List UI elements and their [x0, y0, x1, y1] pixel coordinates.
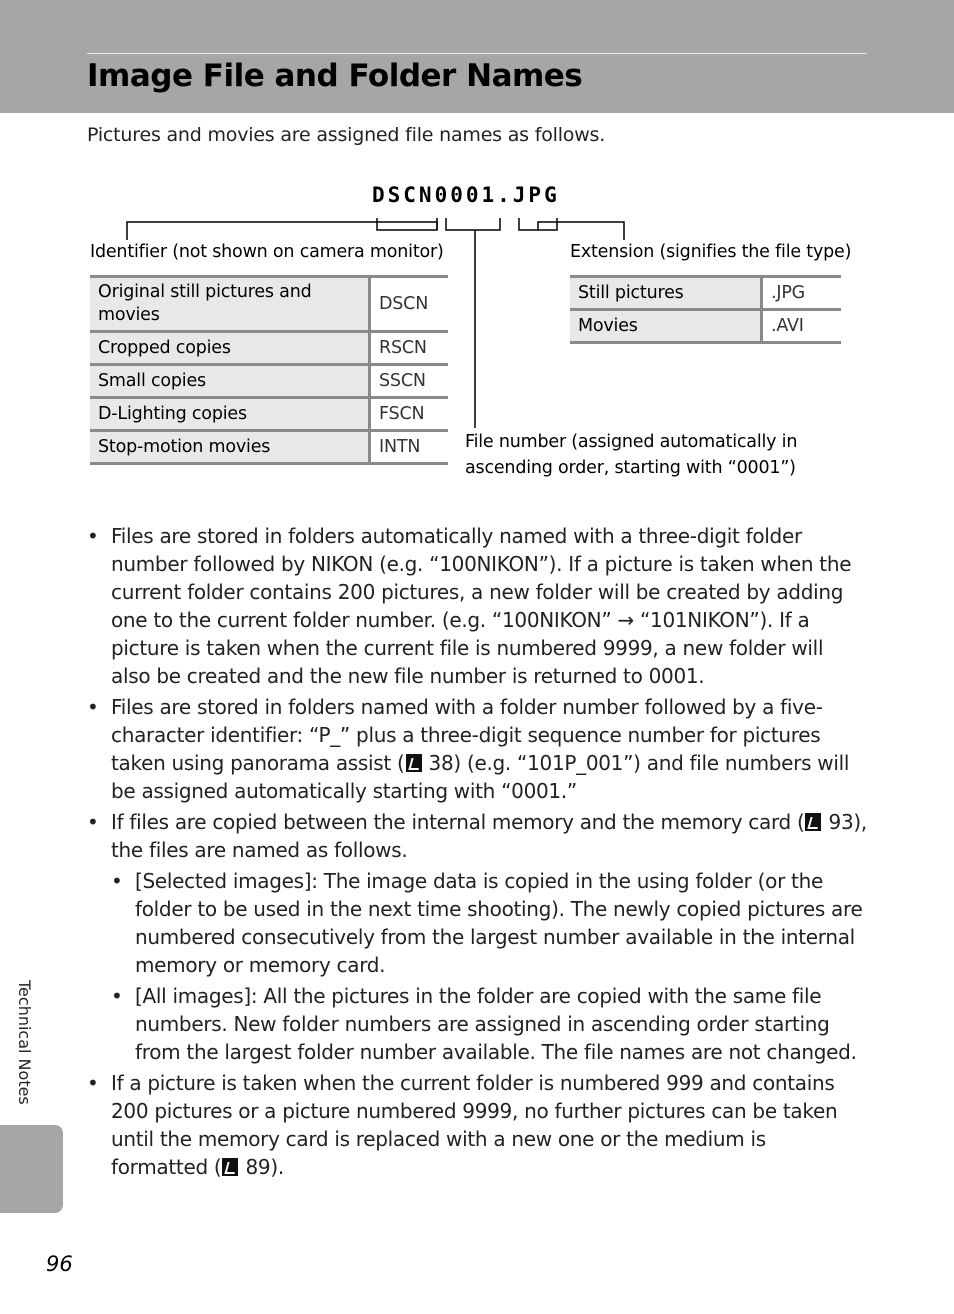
example-filename: DSCN0001.JPG: [372, 183, 560, 207]
identifier-type: Stop-motion movies: [90, 431, 370, 464]
extension-connector: [538, 222, 624, 240]
list-item: [111, 867, 867, 979]
identifier-type: Small copies: [90, 365, 370, 398]
intro-text: Pictures and movies are assigned file names as follows.: [87, 124, 606, 146]
list-item: [87, 808, 867, 1066]
extension-code: .AVI: [762, 310, 842, 343]
table-row: [90, 431, 448, 464]
bullet-text: Files are stored in folders named with a folder number followed by a five-character identifier: “P_” plus a three-digit sequence number for pictures taken using panorama assist (: [111, 695, 823, 775]
identifier-connector: [127, 222, 437, 240]
extension-label: Extension (signifies the file type): [570, 242, 852, 262]
list-item: [111, 982, 867, 1066]
list-item: [87, 693, 867, 805]
identifier-label: Identifier (not shown on camera monitor): [90, 242, 444, 262]
extension-table: [570, 275, 841, 344]
section-tab: [0, 1125, 63, 1213]
list-item: [87, 522, 867, 690]
bullet-text: If files are copied between the internal memory and the memory card (: [111, 810, 805, 834]
identifier-code: RSCN: [370, 332, 449, 365]
identifier-type: Original still pictures and movies: [90, 277, 370, 332]
section-side-label: Technical Notes: [15, 980, 34, 1105]
file-number-label: File number (assigned automatically in ascending order, starting with “0001”): [465, 432, 798, 478]
table-row: [90, 398, 448, 431]
page-number: 96: [46, 1252, 73, 1276]
bullet-text: [Selected images]: The image data is copied in the using folder (or the folder to be used in the next time shooting). The newly copied pictures are numbered consecutively from the largest number available in the internal memory or memory card.: [135, 869, 863, 977]
identifier-bracket: [377, 218, 437, 230]
list-item: [87, 1069, 867, 1181]
bullet-text: If a picture is taken when the current folder is numbered 999 and contains 200 pictures or a picture numbered 9999, no further pictures can be taken until the memory card is replaced with a new one or the medium is formatted (: [111, 1071, 838, 1179]
identifier-table: [90, 275, 448, 465]
identifier-code: SSCN: [370, 365, 449, 398]
notes-list: [87, 522, 867, 1184]
table-row: [570, 310, 841, 343]
identifier-code: FSCN: [370, 398, 449, 431]
bullet-text: 93), the files are named as follows.: [111, 810, 867, 862]
identifier-type: D-Lighting copies: [90, 398, 370, 431]
page-title: Image File and Folder Names: [87, 58, 583, 94]
identifier-type: Cropped copies: [90, 332, 370, 365]
bullet-text: Files are stored in folders automatically named with a three-digit folder number followed by NIKON (e.g. “100NIKON”). If a picture is taken when the current folder contains 200 pictures, a new folder will be created by adding one to the current folder number. (e.g. “100NIKON” → “101NIKON”). If a picture is taken when the current file is numbered 9999, a new folder will also be created and the new file number is returned to 0001.: [111, 524, 852, 688]
identifier-code: INTN: [370, 431, 449, 464]
identifier-code: DSCN: [370, 277, 449, 332]
extension-code: .JPG: [762, 277, 842, 310]
bullet-text: [All images]: All the pictures in the folder are copied with the same file numbers. New folder numbers are assigned in ascending order starting from the largest folder number available. The file names are not changed.: [135, 984, 857, 1064]
extension-type: Still pictures: [570, 277, 762, 310]
reference-page-icon: [406, 754, 422, 772]
bullet-text: 38) (e.g. “101P_001”) and file numbers will be assigned automatically starting with “0001.”: [111, 751, 850, 803]
file-number-bracket: [446, 218, 500, 230]
table-row: [570, 277, 841, 310]
table-row: [90, 365, 448, 398]
reference-page-icon: [222, 1158, 238, 1176]
reference-page-icon: [805, 813, 821, 831]
table-row: [90, 277, 448, 332]
bullet-text: 89).: [239, 1155, 284, 1179]
extension-type: Movies: [570, 310, 762, 343]
table-row: [90, 332, 448, 365]
